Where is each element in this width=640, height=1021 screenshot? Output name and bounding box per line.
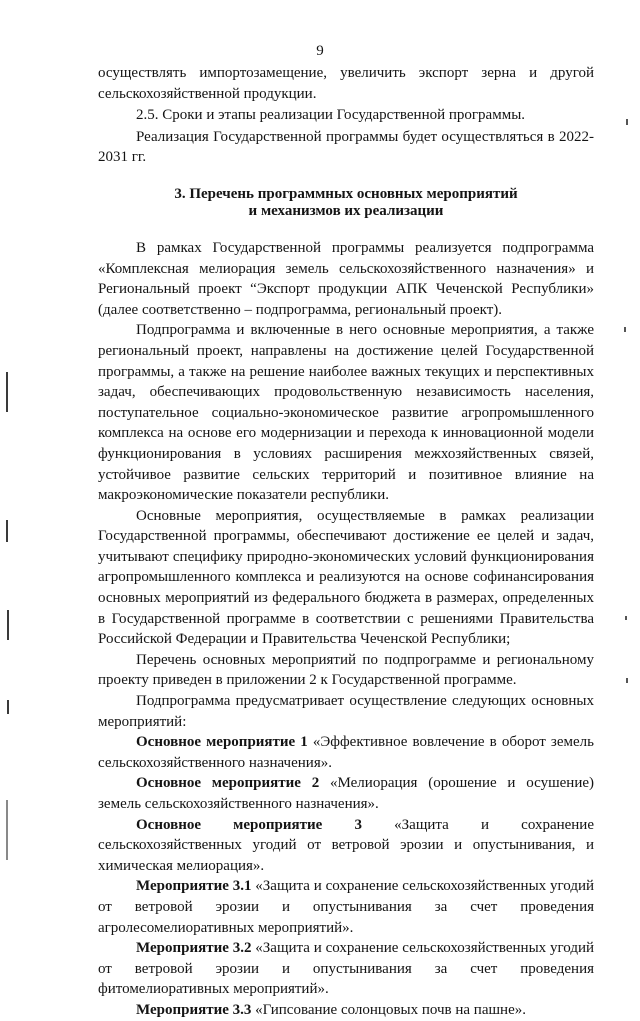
paragraph-goals: Подпрограмма и включенные в него основные мероприятия, а также региональный проект, направлены на достижение целей Государственной программы, а также на решение наиболее важных текущих и перспективных задач, обеспечивающих продовольственную независимость населения, поступательное социально-экономическое развитие агропромышленного комплекса на основе его модернизации и перехода к инновационной модели функционирования в условиях расширения межхозяйственных связей, устойчивое развитие сельских территорий и позитивное влияние на макроэкономические показатели республики. xyxy=(98,322,594,504)
measure-item xyxy=(98,1000,594,1021)
paragraph-main-measures: Основные мероприятия, осуществляемые в рамках реализации Государственной программы, обеспечивают достижение ее целей и задач, учитывают специфику природно-экономических условий функционирования агропромышленного комплекса и реализуются на основе софинансирования основных мероприятий из федерального бюджета в размерах, определенных в Государственной программе в соответствии с решениями Правительства Российской Федерации и Правительства Чеченской Республики; xyxy=(98,507,594,648)
scan-edge-mark xyxy=(6,800,8,860)
measure-title: Мероприятие 3.3 xyxy=(136,1001,252,1018)
paragraph-list-reference: Перечень основных мероприятий по подпрограмме и региональному проекту приведен в приложении 2 к Государственной программе. xyxy=(98,651,594,689)
measure-title: Основное мероприятие 1 xyxy=(136,734,308,751)
scan-edge-mark xyxy=(6,372,8,412)
measure-title: Основное мероприятие 3 xyxy=(136,816,362,833)
measure-text: «Защита и сохранение сельскохозяйственных угодий от ветровой эрозии и опустынивания за счет проведения фитомелиоративных мероприятий». xyxy=(98,940,595,998)
measure-item xyxy=(98,732,594,773)
page-number: 9 xyxy=(316,43,324,59)
measure-text: «Эффективное вовлечение в оборот земель сельскохозяйственного назначения». xyxy=(98,734,594,771)
measure-text: «Гипсование солонцовых почв на пашне». xyxy=(251,1001,526,1018)
paragraph-subprogram-provides: Подпрограмма предусматривает осуществление следующих основных мероприятий: xyxy=(98,693,594,730)
measure-title: Основное мероприятие 2 xyxy=(136,775,320,792)
scan-speck xyxy=(624,327,626,332)
scan-speck xyxy=(626,119,628,125)
paragraph-continuation: осуществлять импортозамещение, увеличить экспорт зерна и другой сельскохозяйственной продукции. xyxy=(98,65,594,102)
scan-edge-mark xyxy=(7,610,9,640)
scan-edge-mark xyxy=(7,700,9,714)
paragraph-terms-heading: 2.5. Сроки и этапы реализации Государственной программы. xyxy=(136,107,526,124)
section-heading xyxy=(98,186,594,220)
page-content xyxy=(98,63,594,1021)
measure-item xyxy=(98,815,594,877)
measure-text: «Защита и сохранение сельскохозяйственных угодий от ветровой эрозии и опустынивания за счет проведения агролесомелиоративных мероприятий». xyxy=(98,878,595,936)
scan-edge-mark xyxy=(6,520,8,542)
paragraph-terms: Реализация Государственной программы будет осуществляться в 2022-2031 гг. xyxy=(98,128,594,166)
scan-speck xyxy=(626,678,628,683)
scan-speck xyxy=(625,616,627,620)
section-heading-line2: и механизмов их реализации xyxy=(248,202,444,219)
measure-title: Мероприятие 3.1 xyxy=(136,878,252,895)
measure-item xyxy=(98,876,594,938)
measure-title: Мероприятие 3.2 xyxy=(136,940,252,957)
measure-text: «Мелиорация (орошение и осушение) земель сельскохозяйственного назначения». xyxy=(98,775,594,812)
measure-item xyxy=(98,773,594,814)
measure-text: «Защита и сохранение сельскохозяйственных угодий от ветровой эрозии и опустынивания, и химическая мелиорация». xyxy=(98,816,594,874)
section-heading-line1: 3. Перечень программных основных мероприятий xyxy=(174,185,518,202)
paragraph-subprogram: В рамках Государственной программы реализуется подпрограмма «Комплексная мелиорация земель сельскохозяйственного назначения» и Региональный проект “Экспорт продукции АПК Чеченской Республики» (далее соответственно – подпрограмма, региональный проект). xyxy=(98,239,594,318)
measure-item xyxy=(98,938,594,1000)
